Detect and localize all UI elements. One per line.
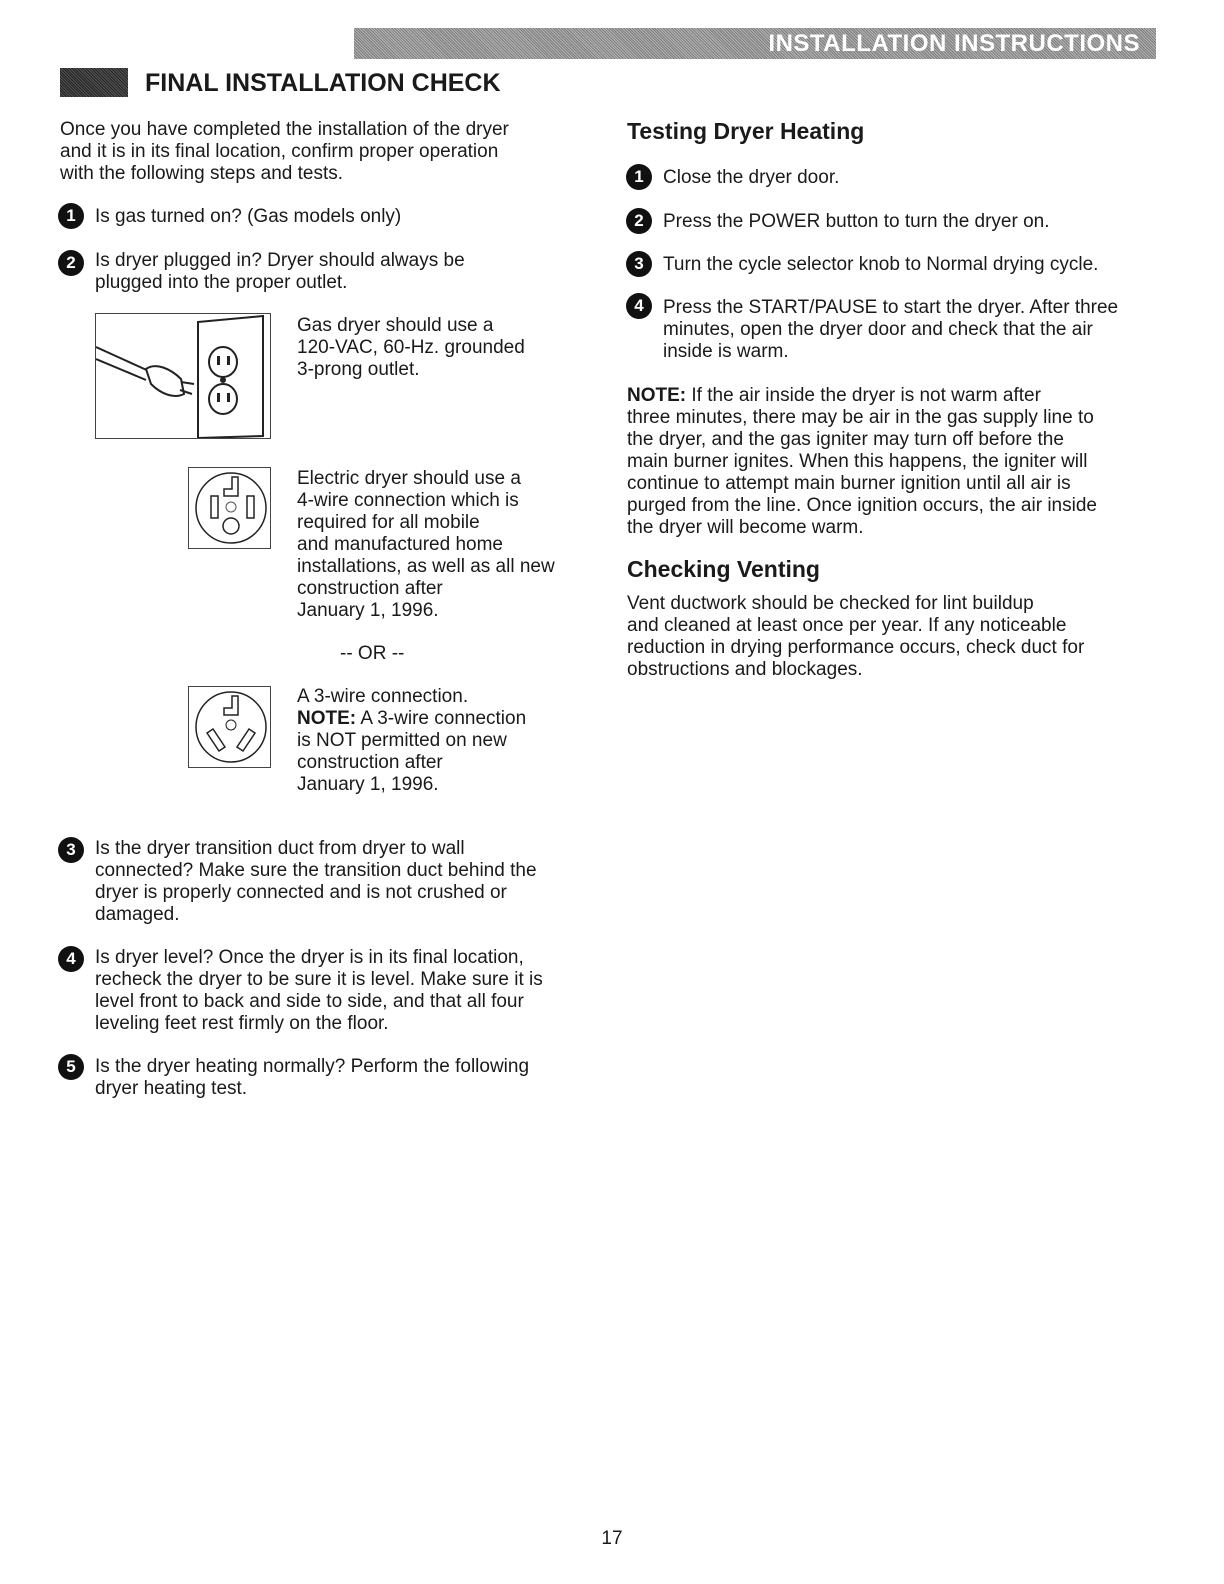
gas-outlet-text: Gas dryer should use a 120-VAC, 60-Hz. grounded 3-prong outlet.: [297, 315, 525, 380]
step-number-icon: 1: [58, 203, 84, 229]
step-number-icon: 4: [58, 946, 84, 972]
intro-paragraph: Once you have completed the installation of the dryer and it is in its final location, confirm proper operation with the following steps and tests.: [60, 119, 509, 184]
step-number-icon: 3: [626, 251, 652, 277]
testing-note: [627, 385, 1097, 539]
testing-step: Turn the cycle selector knob to Normal drying cycle.: [663, 254, 1099, 275]
title-marker: [60, 68, 128, 97]
section-title: FINAL INSTALLATION CHECK: [145, 69, 501, 97]
testing-step: Press the POWER button to turn the dryer on.: [663, 211, 1050, 232]
venting-paragraph: Vent ductwork should be checked for lint buildup and cleaned at least once per year. If any noticeable reduction in drying performance occurs, check duct for obstructions and blockages.: [627, 593, 1085, 680]
check-item: Is the dryer transition duct from dryer to wall connected? Make sure the transition duct behind the dryer is properly connected and is not crushed or damaged.: [95, 838, 537, 925]
note-label: NOTE:: [627, 385, 687, 406]
three-wire-outlet-illustration: [188, 686, 271, 768]
step-number-icon: 3: [58, 837, 84, 863]
note-text: If the air inside the dryer is not warm after three minutes, there may be air in the gas supply line to the dryer, and the gas igniter may turn off before the main burner ignites. When this happens, the igniter will continue to attempt main burner ignition until all air is purged from the line. Once ignition occurs, the air inside the dryer will become warm.: [627, 385, 1097, 538]
check-item: Is the dryer heating normally? Perform the following dryer heating test.: [95, 1056, 530, 1099]
banner-text: INSTALLATION INSTRUCTIONS: [768, 30, 1140, 57]
three-wire-note: A 3-wire connection is NOT permitted on new construction after January 1, 1996.: [297, 708, 527, 795]
note-label: NOTE:: [297, 708, 357, 729]
step-number-icon: 4: [626, 293, 652, 319]
four-wire-text: Electric dryer should use a 4-wire connection which is required for all mobile and manufactured home installations, as well as all new construction after January 1, 1996.: [297, 468, 555, 621]
check-item: Is dryer plugged in? Dryer should always be plugged into the proper outlet.: [95, 250, 465, 293]
four-wire-outlet-illustration: [188, 467, 271, 549]
testing-heading: Testing Dryer Heating: [627, 118, 865, 144]
testing-step: Close the dryer door.: [663, 167, 840, 188]
three-wire-label: A 3-wire connection.: [297, 686, 469, 707]
step-number-icon: 2: [58, 250, 84, 276]
plug-outlet-illustration: [95, 313, 271, 439]
three-wire-text: [297, 686, 526, 796]
step-number-icon: 5: [58, 1054, 84, 1080]
section-banner: [354, 28, 1156, 59]
venting-heading: Checking Venting: [627, 556, 820, 582]
step-number-icon: 2: [626, 208, 652, 234]
page-number: 17: [601, 1528, 623, 1549]
check-item: Is dryer level? Once the dryer is in its final location, recheck the dryer to be sure it is level. Make sure it is level front to back and side to side, and that all four leveling feet rest firmly on the floor.: [95, 947, 543, 1034]
step-number-icon: 1: [626, 164, 652, 190]
check-item: Is gas turned on? (Gas models only): [95, 206, 402, 227]
or-separator: -- OR --: [340, 643, 405, 664]
testing-step: Press the START/PAUSE to start the dryer. After three minutes, open the dryer door and check that the air inside is warm.: [663, 297, 1119, 362]
